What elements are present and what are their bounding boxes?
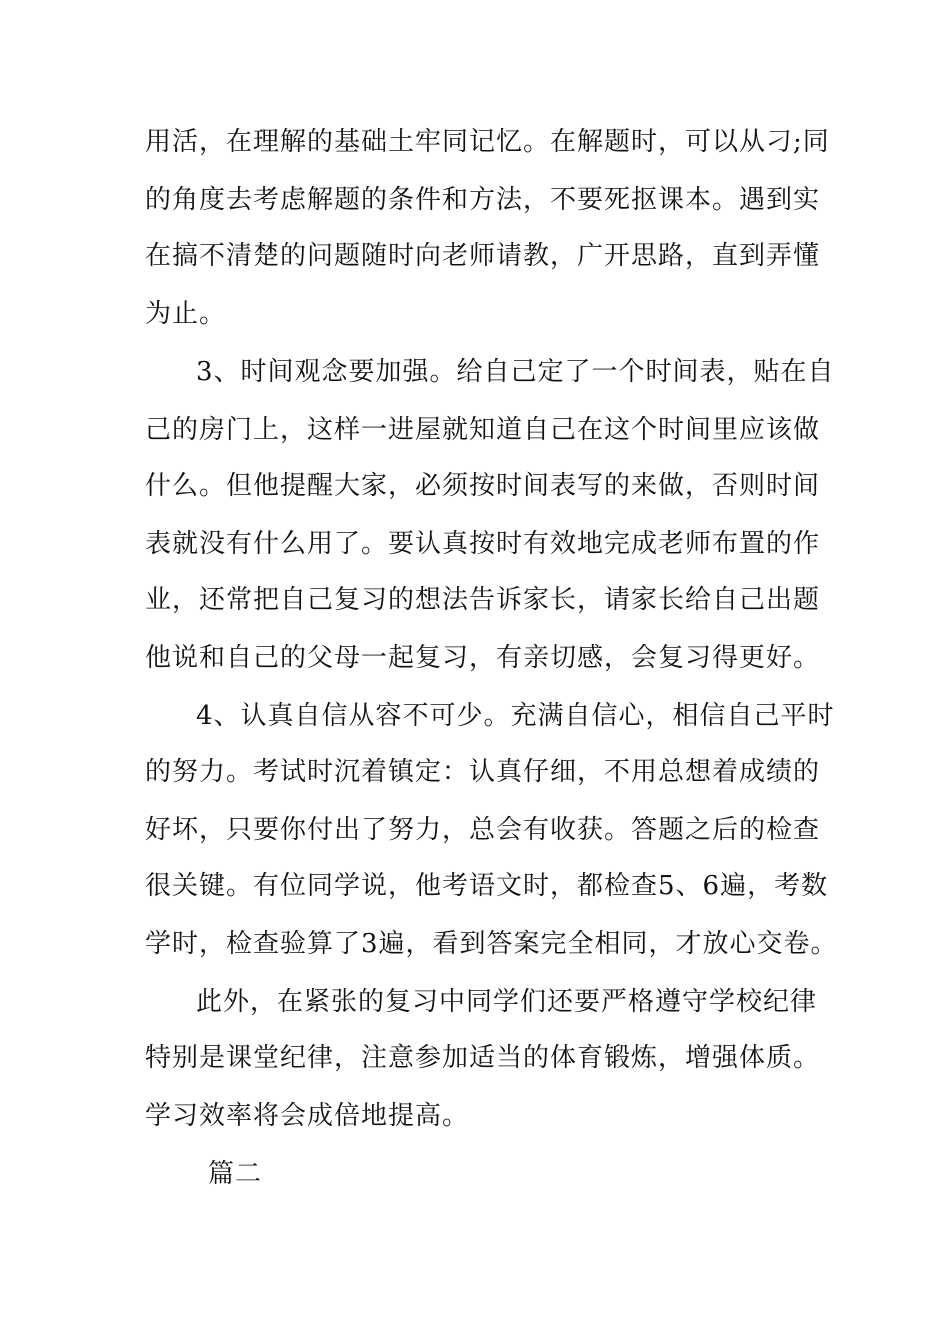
text-line: 表就没有什么用了。要认真按时有效地完成老师布置的作 — [145, 529, 821, 559]
text-line: 学时，检查验算了3遍，看到答案完全相同，才放心交卷。 — [145, 929, 838, 959]
text-line: 此外，在紧张的复习中同学们还要严格遵守学校纪律 — [196, 987, 818, 1017]
text-line: 用活，在理解的基础土牢同记忆。在解题时，可以从刁;同 — [145, 127, 830, 157]
text-line: 什么。但他提醒大家，必须按时间表写的来做，否则时间 — [145, 471, 821, 501]
section-heading: 篇二 — [208, 1159, 263, 1189]
text-line: 学习效率将会成倍地提高。 — [145, 1101, 470, 1131]
text-line: 的角度去考虑解题的条件和方法，不要死抠课本。遇到实 — [145, 185, 821, 215]
text-line: 3、时间观念要加强。给自己定了一个时间表，贴在自 — [196, 357, 835, 387]
text-line: 己的房门上，这样一进屋就知道自己在这个时间里应该做 — [145, 415, 821, 445]
text-line: 业，还常把自己复习的想法告诉家长，请家长给自己出题 — [145, 585, 821, 615]
text-line: 特别是课堂纪律，注意参加适当的体育锻炼，增强体质。 — [145, 1043, 821, 1073]
text-line: 为止。 — [145, 299, 227, 329]
text-line: 好坏，只要你付出了努力，总会有收获。答题之后的检查 — [145, 815, 821, 845]
text-line: 在搞不清楚的问题随时向老师请教，广开思路，直到弄懂 — [145, 241, 821, 271]
text-line: 很关键。有位同学说，他考语文时，都检查5、6遍，考数 — [145, 871, 829, 901]
text-line: 的努力。考试时沉着镇定：认真仔细，不用总想着成绩的 — [145, 757, 821, 787]
text-line: 4、认真自信从容不可少。充满自信心，相信自己平时 — [196, 701, 835, 731]
text-line: 他说和自己的父母一起复习，有亲切感，会复习得更好。 — [145, 643, 821, 673]
